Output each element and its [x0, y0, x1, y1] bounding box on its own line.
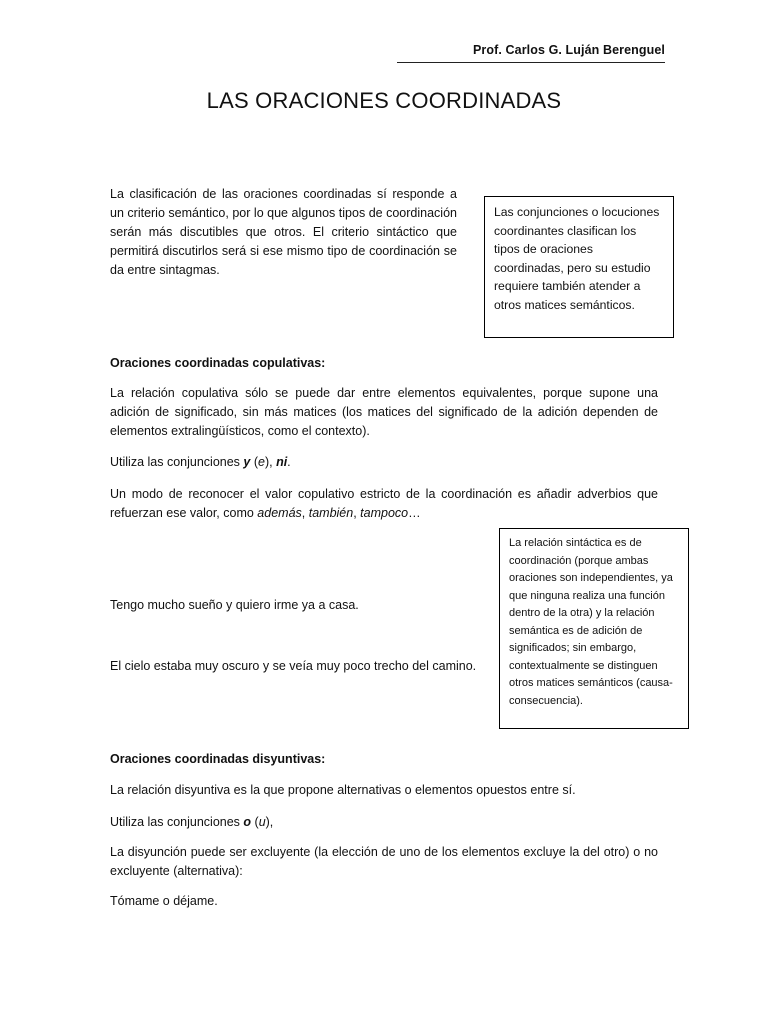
- disyuntivas-example-1: Tómame o déjame.: [110, 894, 218, 908]
- heading-disyuntivas: Oraciones coordinadas disyuntivas:: [110, 752, 326, 766]
- conj-paren-open: (: [250, 455, 258, 469]
- copulativas-adverbs: [110, 485, 658, 523]
- conj-e: e: [258, 455, 265, 469]
- adverb-end: …: [408, 506, 421, 520]
- copulativas-example-1: Tengo mucho sueño y quiero irme ya a casa.: [110, 598, 359, 612]
- copulativas-description: La relación copulativa sólo se puede dar entre elementos equivalentes, porque supone una adición de significado, sin más matices (los matices del significado de la adición dependen de elementos extralingüísticos, como el contexto).: [110, 386, 658, 438]
- heading-copulativas: Oraciones coordinadas copulativas:: [110, 356, 326, 370]
- conj-u: u: [258, 815, 266, 829]
- disyuntivas-excluyente: La disyunción puede ser excluyente (la elección de uno de los elementos excluye la del otro) o no excluyente (alternativa):: [110, 845, 658, 878]
- adverb-text: Un modo de reconocer el valor copulativo estricto de la coordinación es añadir adverbios que refuerzan ese valor, como: [110, 487, 658, 520]
- copulativas-example-2: El cielo estaba muy oscuro y se veía muy poco trecho del camino.: [110, 659, 477, 673]
- disyuntivas-description: La relación disyuntiva es la que propone alternativas o elementos opuestos entre sí.: [110, 783, 576, 797]
- sidebox-conjunciones-text: Las conjunciones o locuciones coordinantes clasifican los tipos de oraciones coordinadas, pero su estudio requiere también atender a otros matices semánticos.: [494, 205, 660, 312]
- intro-paragraph: La clasificación de las oraciones coordinadas sí responde a un criterio semántico, por lo que algunos tipos de coordinación serán más discutibles que otros. El criterio sintáctico que permitirá discutirlos será si ese mismo tipo de coordinación se da entre sintagmas.: [110, 187, 457, 277]
- adverb-ademas: además: [257, 506, 302, 520]
- copulativas-conjunctions: [110, 453, 660, 472]
- header-rule: [397, 62, 665, 63]
- author-line: Prof. Carlos G. Luján Berenguel: [472, 43, 665, 57]
- disy-conj-prefix: Utiliza las conjunciones: [110, 815, 244, 829]
- adverb-sep-2: ,: [353, 506, 361, 520]
- conj-end: .: [287, 455, 291, 469]
- adverb-tambien: también: [308, 506, 354, 520]
- sidebox-relacion-text: La relación sintáctica es de coordinación (porque ambas oraciones son independientes, ya que ninguna realiza una función dentro de la otra) y la relación semántica es de adición de significados; sin embargo, contextualmente se distinguen otros matices semánticos (causa-consecuencia).: [509, 537, 673, 707]
- disyuntivas-conjunctions: [110, 813, 660, 832]
- disy-paren-close: ),: [265, 815, 274, 829]
- conj-prefix: Utiliza las conjunciones: [110, 455, 244, 469]
- conj-o: o: [243, 815, 252, 829]
- conj-paren-close: ),: [264, 455, 277, 469]
- conj-y: y: [243, 455, 251, 469]
- sidebox-conjunciones: [484, 196, 674, 338]
- adverb-tampoco: tampoco: [360, 506, 409, 520]
- adverb-sep-1: ,: [301, 506, 309, 520]
- conj-ni: ni: [276, 455, 288, 469]
- page-title: LAS ORACIONES COORDINADAS: [206, 88, 562, 113]
- sidebox-relacion: [499, 528, 689, 729]
- disy-paren-open: (: [251, 815, 259, 829]
